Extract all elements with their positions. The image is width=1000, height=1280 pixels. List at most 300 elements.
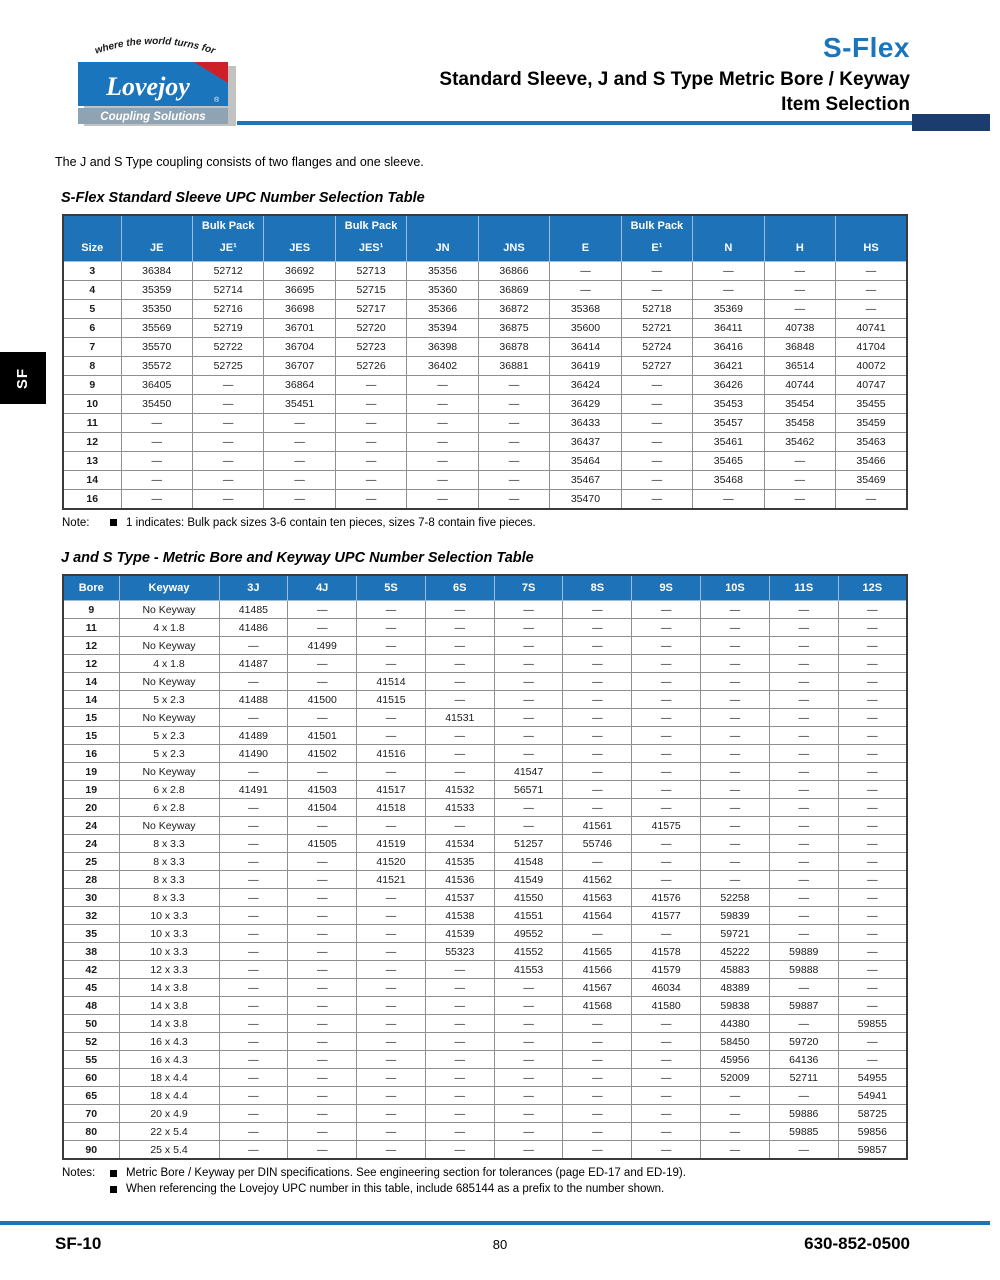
data-cell: — — [219, 943, 288, 961]
data-cell: — — [838, 763, 907, 781]
data-cell: 41578 — [632, 943, 701, 961]
row-key-cell: 12 — [63, 637, 119, 655]
data-cell: — — [219, 907, 288, 925]
data-cell: — — [357, 817, 426, 835]
data-cell: 41519 — [357, 835, 426, 853]
data-cell: 59888 — [769, 961, 838, 979]
data-cell: — — [838, 961, 907, 979]
data-cell: 41536 — [425, 871, 494, 889]
page-number: 80 — [492, 1237, 508, 1252]
table-row — [63, 1105, 907, 1123]
data-cell: 49552 — [494, 925, 563, 943]
data-cell: 41577 — [632, 907, 701, 925]
data-cell: 36872 — [478, 299, 549, 318]
data-cell: 52716 — [192, 299, 263, 318]
data-cell: 35469 — [836, 470, 907, 489]
data-cell: — — [769, 781, 838, 799]
data-cell: — — [701, 799, 770, 817]
data-cell: 41579 — [632, 961, 701, 979]
row-key-cell: 12 — [63, 655, 119, 673]
data-cell: 36421 — [693, 356, 764, 375]
data-cell: 8 x 3.3 — [119, 871, 219, 889]
data-cell: — — [288, 979, 357, 997]
data-cell: — — [494, 1141, 563, 1160]
table-row — [63, 1141, 907, 1160]
data-cell: — — [632, 1141, 701, 1160]
section-tab-label: SF — [14, 367, 32, 389]
data-cell: 58450 — [701, 1033, 770, 1051]
data-cell: — — [494, 979, 563, 997]
table-row — [63, 763, 907, 781]
data-cell: — — [701, 1105, 770, 1123]
data-cell: — — [219, 1033, 288, 1051]
table-row — [63, 1087, 907, 1105]
data-cell: — — [838, 907, 907, 925]
row-key-cell: 14 — [63, 691, 119, 709]
data-cell: — — [563, 709, 632, 727]
note-label: Note: — [62, 516, 90, 529]
data-cell: No Keyway — [119, 673, 219, 691]
data-cell: — — [219, 835, 288, 853]
row-key-cell: 70 — [63, 1105, 119, 1123]
data-cell: — — [219, 871, 288, 889]
data-cell: — — [494, 1105, 563, 1123]
row-key-cell: 20 — [63, 799, 119, 817]
data-cell: — — [836, 299, 907, 318]
column-header: Bore — [63, 575, 119, 601]
data-cell: — — [769, 763, 838, 781]
data-cell: — — [219, 1141, 288, 1160]
row-key-cell: 9 — [63, 601, 119, 619]
data-cell: 35451 — [264, 394, 335, 413]
data-cell: — — [769, 1087, 838, 1105]
row-key-cell: 3 — [63, 261, 121, 280]
data-cell: — — [219, 853, 288, 871]
data-cell: — — [407, 470, 478, 489]
data-cell: 35572 — [121, 356, 192, 375]
data-cell: — — [632, 1015, 701, 1033]
data-cell: — — [701, 1141, 770, 1160]
data-cell: — — [838, 709, 907, 727]
data-cell: — — [836, 280, 907, 299]
table-row — [63, 907, 907, 925]
data-cell: — — [494, 655, 563, 673]
data-cell: 36864 — [264, 375, 335, 394]
data-cell: 36424 — [550, 375, 621, 394]
data-cell: — — [693, 261, 764, 280]
data-cell: 41548 — [494, 853, 563, 871]
data-cell: — — [769, 601, 838, 619]
data-cell: 35467 — [550, 470, 621, 489]
data-cell: 36881 — [478, 356, 549, 375]
data-cell: 36514 — [764, 356, 835, 375]
data-cell: 35455 — [836, 394, 907, 413]
table-row — [63, 451, 907, 470]
data-cell: 36878 — [478, 337, 549, 356]
data-cell: 41517 — [357, 781, 426, 799]
data-cell: 59720 — [769, 1033, 838, 1051]
table-row — [63, 375, 907, 394]
data-cell: — — [219, 799, 288, 817]
data-cell: — — [563, 637, 632, 655]
data-cell: 59721 — [701, 925, 770, 943]
data-cell: — — [563, 745, 632, 763]
data-cell: — — [335, 375, 406, 394]
bulk-pack-header: Bulk Pack — [192, 215, 263, 235]
blank-header-cell — [264, 215, 335, 235]
data-cell: — — [764, 261, 835, 280]
row-key-cell: 42 — [63, 961, 119, 979]
table1-note — [62, 517, 1000, 529]
data-cell: — — [769, 907, 838, 925]
data-cell: 41565 — [563, 943, 632, 961]
data-cell: — — [550, 280, 621, 299]
data-cell: — — [288, 1015, 357, 1033]
column-header: JN — [407, 235, 478, 261]
row-key-cell: 4 — [63, 280, 121, 299]
data-cell: 46034 — [632, 979, 701, 997]
data-cell: — — [407, 394, 478, 413]
blank-header-cell — [407, 215, 478, 235]
data-cell: — — [769, 655, 838, 673]
data-cell: — — [288, 871, 357, 889]
data-cell: — — [425, 1141, 494, 1160]
data-cell: — — [563, 691, 632, 709]
data-cell: — — [632, 781, 701, 799]
data-cell: 41564 — [563, 907, 632, 925]
table-row — [63, 745, 907, 763]
data-cell: — — [701, 691, 770, 709]
data-cell: — — [563, 1033, 632, 1051]
data-cell: — — [701, 1123, 770, 1141]
row-key-cell: 28 — [63, 871, 119, 889]
row-key-cell: 12 — [63, 432, 121, 451]
data-cell: 8 x 3.3 — [119, 853, 219, 871]
data-cell: — — [563, 799, 632, 817]
data-cell: 35570 — [121, 337, 192, 356]
data-cell: 41553 — [494, 961, 563, 979]
data-cell: — — [701, 727, 770, 745]
data-cell: — — [494, 601, 563, 619]
table-row — [63, 489, 907, 509]
table-row — [63, 781, 907, 799]
square-bullet-icon — [110, 1186, 117, 1193]
row-key-cell: 19 — [63, 763, 119, 781]
data-cell: 41515 — [357, 691, 426, 709]
data-cell: 41551 — [494, 907, 563, 925]
data-cell: — — [357, 709, 426, 727]
row-key-cell: 14 — [63, 673, 119, 691]
data-cell: — — [621, 432, 692, 451]
data-cell: 36426 — [693, 375, 764, 394]
data-cell: — — [121, 451, 192, 470]
data-cell: 41580 — [632, 997, 701, 1015]
table-row — [63, 1069, 907, 1087]
table-row — [63, 925, 907, 943]
row-key-cell: 15 — [63, 727, 119, 745]
data-cell: — — [838, 1051, 907, 1069]
table-row — [63, 673, 907, 691]
header-rule — [237, 121, 990, 125]
data-cell: — — [192, 432, 263, 451]
data-cell: — — [425, 997, 494, 1015]
data-cell: — — [121, 413, 192, 432]
data-cell: — — [621, 280, 692, 299]
data-cell: — — [192, 451, 263, 470]
data-cell: 59839 — [701, 907, 770, 925]
data-cell: 10 x 3.3 — [119, 925, 219, 943]
column-header: 9S — [632, 575, 701, 601]
data-cell: — — [407, 489, 478, 509]
data-cell: 41487 — [219, 655, 288, 673]
data-cell: — — [357, 1051, 426, 1069]
data-cell: — — [121, 432, 192, 451]
data-cell: 45956 — [701, 1051, 770, 1069]
data-cell: 40744 — [764, 375, 835, 394]
data-cell: — — [563, 1087, 632, 1105]
data-cell: — — [632, 799, 701, 817]
data-cell: — — [838, 835, 907, 853]
page-title: Standard Sleeve, J and S Type Metric Bore / Keyway — [439, 69, 910, 90]
data-cell: — — [425, 1051, 494, 1069]
data-cell: — — [288, 763, 357, 781]
data-cell: — — [407, 375, 478, 394]
data-cell: — — [632, 1087, 701, 1105]
data-cell: — — [838, 889, 907, 907]
data-cell: 41520 — [357, 853, 426, 871]
data-cell: — — [425, 655, 494, 673]
data-cell: — — [357, 961, 426, 979]
data-cell: — — [632, 1105, 701, 1123]
blank-header-cell — [836, 215, 907, 235]
data-cell: — — [494, 1123, 563, 1141]
data-cell: — — [288, 817, 357, 835]
data-cell: 41534 — [425, 835, 494, 853]
data-cell: 35394 — [407, 318, 478, 337]
data-cell: 64136 — [769, 1051, 838, 1069]
data-cell: 59887 — [769, 997, 838, 1015]
data-cell: 52723 — [335, 337, 406, 356]
data-cell: — — [838, 997, 907, 1015]
data-cell: 36848 — [764, 337, 835, 356]
table-row — [63, 817, 907, 835]
blank-header-cell — [764, 215, 835, 235]
data-cell: 40072 — [836, 356, 907, 375]
registered-mark: ® — [214, 97, 220, 104]
data-cell: — — [357, 1105, 426, 1123]
table-row — [63, 835, 907, 853]
data-cell: — — [357, 763, 426, 781]
data-cell: 52719 — [192, 318, 263, 337]
blank-header-cell — [121, 215, 192, 235]
data-cell: — — [769, 1015, 838, 1033]
lovejoy-logo — [68, 24, 240, 135]
data-cell: 35369 — [693, 299, 764, 318]
data-cell: — — [219, 1087, 288, 1105]
data-cell: 41538 — [425, 907, 494, 925]
data-cell: — — [425, 601, 494, 619]
data-cell: — — [192, 375, 263, 394]
blank-header-cell — [478, 215, 549, 235]
page-footer — [0, 1221, 1000, 1254]
square-bullet-icon — [110, 519, 117, 526]
table-row — [63, 979, 907, 997]
data-cell: 58725 — [838, 1105, 907, 1123]
data-cell: — — [769, 817, 838, 835]
data-cell: 55323 — [425, 943, 494, 961]
data-cell: — — [563, 601, 632, 619]
data-cell: 41503 — [288, 781, 357, 799]
column-header: 12S — [838, 575, 907, 601]
data-cell: — — [192, 489, 263, 509]
table-row — [63, 394, 907, 413]
data-cell: — — [769, 745, 838, 763]
row-key-cell: 38 — [63, 943, 119, 961]
data-cell: — — [407, 413, 478, 432]
intro-text: The J and S Type coupling consists of two flanges and one sleeve. — [55, 155, 424, 169]
data-cell: — — [288, 1069, 357, 1087]
data-cell: — — [838, 691, 907, 709]
data-cell: — — [219, 763, 288, 781]
data-cell: — — [632, 1051, 701, 1069]
data-cell: 36875 — [478, 318, 549, 337]
metric-table-title: J and S Type - Metric Bore and Keyway UPC Number Selection Table — [61, 549, 534, 566]
data-cell: 14 x 3.8 — [119, 1015, 219, 1033]
data-cell: 41575 — [632, 817, 701, 835]
row-key-cell: 60 — [63, 1069, 119, 1087]
data-cell: 5 x 2.3 — [119, 745, 219, 763]
row-key-cell: 13 — [63, 451, 121, 470]
column-header: N — [693, 235, 764, 261]
row-key-cell: 65 — [63, 1087, 119, 1105]
table-row — [63, 261, 907, 280]
data-cell: — — [288, 709, 357, 727]
data-cell: 41521 — [357, 871, 426, 889]
data-cell: 36701 — [264, 318, 335, 337]
data-cell: — — [425, 979, 494, 997]
data-cell: 41488 — [219, 691, 288, 709]
data-cell: — — [219, 817, 288, 835]
data-cell: — — [425, 727, 494, 745]
table-row — [63, 280, 907, 299]
data-cell: — — [288, 619, 357, 637]
data-cell: — — [632, 853, 701, 871]
data-cell: 52720 — [335, 318, 406, 337]
data-cell: — — [632, 763, 701, 781]
data-cell: — — [288, 925, 357, 943]
data-cell: 8 x 3.3 — [119, 889, 219, 907]
data-cell: — — [494, 799, 563, 817]
blank-header-cell — [550, 215, 621, 235]
data-cell: 41550 — [494, 889, 563, 907]
data-cell: — — [192, 394, 263, 413]
data-cell: — — [769, 691, 838, 709]
data-cell: 4 x 1.8 — [119, 655, 219, 673]
data-cell: — — [357, 889, 426, 907]
data-cell: — — [288, 1087, 357, 1105]
data-cell: — — [288, 889, 357, 907]
data-cell: — — [494, 997, 563, 1015]
data-cell: No Keyway — [119, 709, 219, 727]
data-cell: — — [494, 637, 563, 655]
data-cell: 35463 — [836, 432, 907, 451]
data-cell: — — [494, 727, 563, 745]
data-cell: — — [219, 709, 288, 727]
data-cell: 51257 — [494, 835, 563, 853]
data-cell: — — [693, 489, 764, 509]
data-cell: 14 x 3.8 — [119, 997, 219, 1015]
table2-note-2 — [62, 1183, 1000, 1195]
data-cell: 41704 — [836, 337, 907, 356]
data-cell: — — [121, 489, 192, 509]
data-cell: — — [621, 489, 692, 509]
data-cell: 40747 — [836, 375, 907, 394]
row-key-cell: 48 — [63, 997, 119, 1015]
data-cell: — — [192, 413, 263, 432]
data-cell: — — [563, 1069, 632, 1087]
data-cell: — — [192, 470, 263, 489]
data-cell: 41562 — [563, 871, 632, 889]
data-cell: 48389 — [701, 979, 770, 997]
table-row — [63, 637, 907, 655]
data-cell: 35459 — [836, 413, 907, 432]
data-cell: 41532 — [425, 781, 494, 799]
data-cell: — — [838, 637, 907, 655]
data-cell: — — [478, 432, 549, 451]
data-cell: — — [632, 871, 701, 889]
data-cell: — — [563, 619, 632, 637]
data-cell: — — [550, 261, 621, 280]
data-cell: — — [632, 673, 701, 691]
data-cell: — — [701, 853, 770, 871]
data-cell: — — [425, 673, 494, 691]
data-cell: — — [288, 943, 357, 961]
data-cell: — — [288, 655, 357, 673]
data-cell: — — [357, 979, 426, 997]
data-cell: 52714 — [192, 280, 263, 299]
data-cell: 35466 — [836, 451, 907, 470]
row-key-cell: 32 — [63, 907, 119, 925]
table-row — [63, 432, 907, 451]
row-key-cell: 9 — [63, 375, 121, 394]
note-text: Metric Bore / Keyway per DIN specifications. See engineering section for tolerances (page ED-17 and ED-19). — [126, 1167, 686, 1179]
data-cell: 35465 — [693, 451, 764, 470]
data-cell: 52258 — [701, 889, 770, 907]
data-cell: 41505 — [288, 835, 357, 853]
data-cell: — — [769, 709, 838, 727]
table-row — [63, 1015, 907, 1033]
data-cell: — — [769, 637, 838, 655]
data-cell: 35450 — [121, 394, 192, 413]
data-cell: 35366 — [407, 299, 478, 318]
data-cell: — — [288, 997, 357, 1015]
row-key-cell: 19 — [63, 781, 119, 799]
phone-number: 630-852-0500 — [804, 1234, 910, 1253]
data-cell: 52726 — [335, 356, 406, 375]
data-cell: — — [764, 489, 835, 509]
data-cell: — — [621, 470, 692, 489]
data-cell: — — [632, 1123, 701, 1141]
data-cell: — — [632, 601, 701, 619]
data-cell: — — [701, 835, 770, 853]
data-cell: 52721 — [621, 318, 692, 337]
data-cell: — — [425, 1015, 494, 1033]
row-key-cell: 14 — [63, 470, 121, 489]
data-cell: — — [494, 673, 563, 691]
data-cell: — — [219, 1015, 288, 1033]
data-cell: — — [219, 1123, 288, 1141]
data-cell: — — [357, 601, 426, 619]
